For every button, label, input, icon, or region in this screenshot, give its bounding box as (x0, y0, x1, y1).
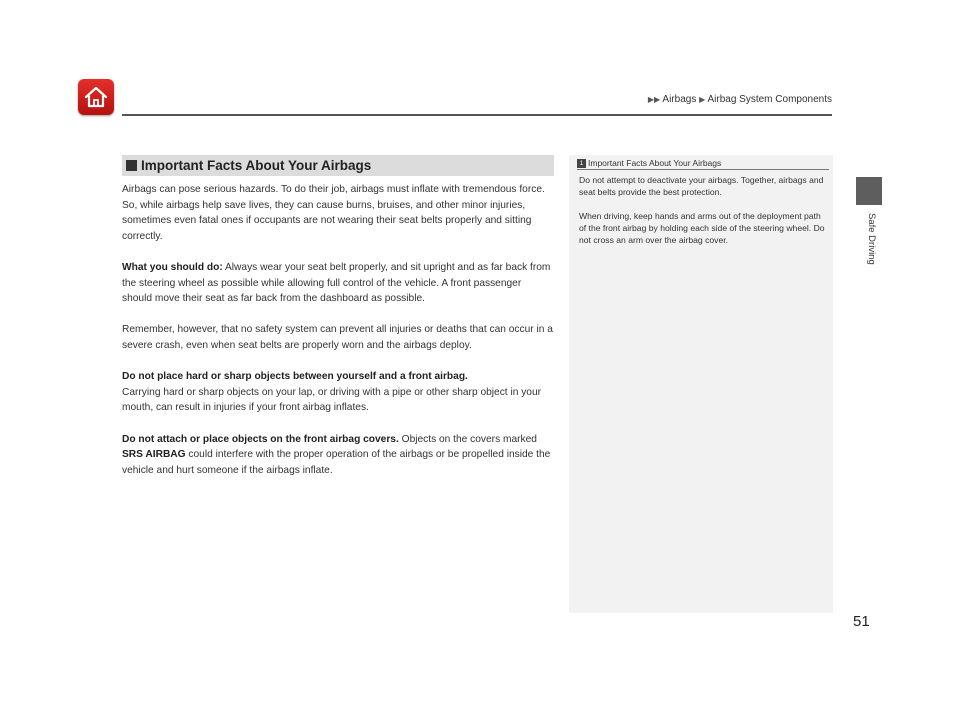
paragraph-text: Airbags can pose serious hazards. To do their job, airbags must inflate with tremendous force. So, while airbags help save lives, they can cause burns, bruises, and other minor injuries, sometimes even fatal ones if occupants are not wearing their seat belts properly and sitting correctly. (122, 184, 545, 242)
section-title: Important Facts About Your Airbags (141, 158, 372, 173)
breadcrumb-link-airbags[interactable]: Airbags (662, 94, 697, 105)
home-button[interactable] (78, 79, 114, 115)
chapter-label: Safe Driving (866, 213, 877, 265)
paragraph-text: Always wear your seat belt properly, and sit upright and as far back from the steering wheel as possible while allowing full control of the vehicle. A front passenger should move their seat as far back from the dashboard as possible. (122, 261, 551, 305)
paragraph-text: could interfere with the proper operation of the airbags or be propelled inside the vehicle and hurt someone if the airbags inflate. (122, 449, 551, 476)
paragraph-bold-lead: Do not place hard or sharp objects between yourself and a front airbag. (122, 371, 468, 383)
side-note (569, 155, 833, 613)
paragraph (122, 182, 554, 244)
breadcrumb-arrow-icon: ▶ (699, 95, 706, 104)
paragraph-bold-lead: Do not attach or place objects on the front airbag covers. (122, 433, 399, 445)
note-divider (577, 169, 829, 170)
paragraph-bold-lead: What you should do: (122, 261, 223, 273)
paragraph (122, 369, 554, 416)
note-paragraph: When driving, keep hands and arms out of the deployment path of the front airbag by holding each side of the steering wheel. Do not cross an arm over the airbag cover. (579, 210, 825, 246)
paragraph (122, 432, 554, 479)
note-title: Important Facts About Your Airbags (588, 158, 722, 168)
note-header (577, 158, 721, 168)
breadcrumb-current: Airbag System Components (707, 94, 832, 105)
section-square-icon (126, 160, 137, 171)
note-body (579, 174, 829, 257)
paragraph-text: Remember, however, that no safety system can prevent all injuries or deaths that can occur in a severe crash, even when seat belts are properly worn and the airbags deploy. (122, 324, 553, 351)
paragraph (122, 322, 554, 353)
breadcrumb-arrow-icon: ▶▶ (647, 95, 661, 104)
section-body (122, 182, 554, 494)
srs-airbag-label: SRS AIRBAG (122, 449, 186, 461)
section-header (122, 155, 554, 176)
breadcrumb (648, 94, 832, 105)
home-icon (83, 85, 109, 109)
paragraph (122, 260, 554, 307)
note-reference-icon: 1 (577, 159, 586, 168)
paragraph-text: Objects on the covers marked (398, 433, 537, 445)
header-divider (122, 114, 832, 116)
page-number: 51 (853, 613, 870, 630)
paragraph-text: Carrying hard or sharp objects on your lap, or driving with a pipe or other sharp object in your mouth, can result in injuries if your front airbag inflates. (122, 386, 542, 414)
note-paragraph: Do not attempt to deactivate your airbags. Together, airbags and seat belts provide the best protection. (579, 175, 824, 198)
chapter-tab[interactable] (856, 177, 882, 205)
